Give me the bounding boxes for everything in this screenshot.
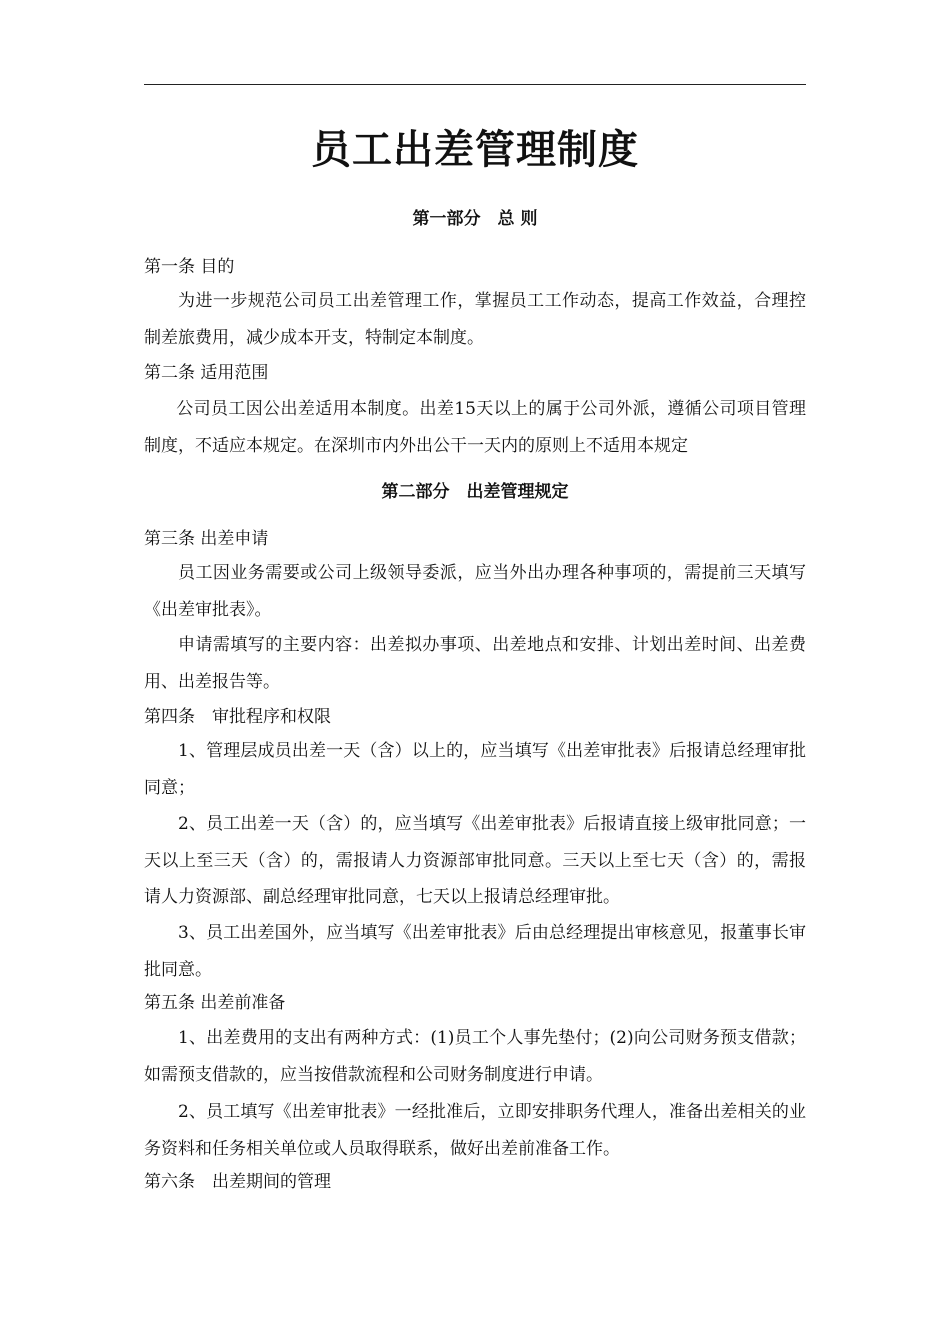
article-2-heading: 第二条 适用范围 [144,363,269,383]
article-4-paragraph-2: 2、员工出差一天（含）的，应当填写《出差审批表》后报请直接上级审批同意；一天以上至三天（含）的，需报请人力资源部审批同意。三天以上至七天（含）的，需报请人力资源部、副总经理审批同意，七天以上报请总经理审批。 [144,814,806,907]
part-two-heading: 第二部分 出差管理规定 [381,482,569,502]
article-5-paragraph-1: 1、出差费用的支出有两种方式：(1)员工个人事先垫付；(2)向公司财务预支借款；如需预支借款的，应当按借款流程和公司财务制度进行申请。 [144,1028,806,1085]
article-5-paragraph-2: 2、员工填写《出差审批表》一经批准后，立即安排职务代理人，准备出差相关的业务资料和任务相关单位或人员取得联系，做好出差前准备工作。 [144,1102,806,1159]
article-3-heading: 第三条 出差申请 [144,529,269,549]
article-3-paragraph-1: 员工因业务需要或公司上级领导委派，应当外出办理各种事项的，需提前三天填写《出差审批表》。 [144,563,806,620]
part-one-heading: 第一部分 总 则 [412,209,538,229]
article-3-paragraph-2: 申请需填写的主要内容：出差拟办事项、出差地点和安排、计划出差时间、出差费用、出差报告等。 [144,635,806,692]
article-4-paragraph-1: 1、管理层成员出差一天（含）以上的，应当填写《出差审批表》后报请总经理审批同意； [144,741,806,798]
document-title: 员工出差管理制度 [311,126,639,173]
header-rule [144,84,806,85]
article-5-heading: 第五条 出差前准备 [144,993,286,1013]
article-6-heading: 第六条 出差期间的管理 [144,1172,331,1192]
article-1-paragraph: 为进一步规范公司员工出差管理工作，掌握员工工作动态，提高工作效益，合理控制差旅费用，减少成本开支，特制定本制度。 [144,291,806,348]
article-2-paragraph: 公司员工因公出差适用本制度。出差15天以上的属于公司外派，遵循公司项目管理制度，不适应本规定。在深圳市内外出公干一天内的原则上不适用本规定 [144,399,806,456]
article-1-heading: 第一条 目的 [144,257,235,277]
article-4-heading: 第四条 审批程序和权限 [144,707,331,727]
article-4-paragraph-3: 3、员工出差国外，应当填写《出差审批表》后由总经理提出审核意见，报董事长审批同意。 [144,923,806,980]
